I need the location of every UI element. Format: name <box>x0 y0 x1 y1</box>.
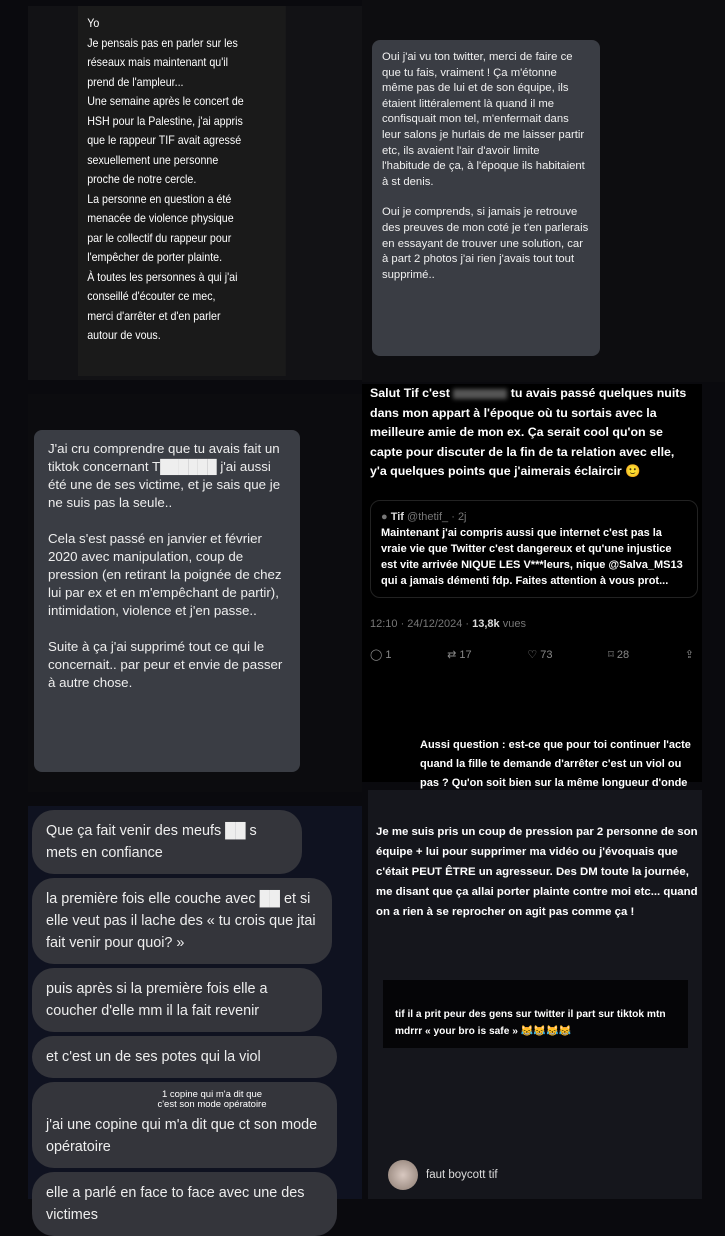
tweet-text-end: tu avais passé quelques nuits dans mon appart à l'époque où tu sortais avec la meilleure amie de mon ex. Ça serait cool qu'on se capte pour discuter de la fin de ta relation avec elle, y'a quelques points que j'aimerais éclaircir 🙂 <box>370 386 687 478</box>
quote-author: Tif <box>390 510 404 523</box>
message-bubble: Que ça fait venir des meufs ██ s mets en confiance <box>32 810 302 874</box>
dm-screenshot-tiktok <box>28 394 362 792</box>
like-count: 73 <box>540 648 553 661</box>
dm-screenshot-twitter <box>362 0 725 382</box>
quoted-tweet[interactable] <box>370 500 698 598</box>
quoted-post-card: tif il a prit peur des gens sur twitter il part sur tiktok mtn mdrrr « your bro is safe » 😹😹😹😹 <box>383 980 688 1048</box>
story-line: par le collectif du rappeur pour <box>87 231 232 245</box>
quote-text: Maintenant j'ai compris aussi que internet c'est pas la vraie vie que Twitter c'est dangereux et qu'une injustice est vite arrivée NIQUE LES V***leurs, nique @Salva_MS13 qui a jamais démenti fdp. Faites attention à vous prot... <box>381 526 683 587</box>
message-bubble-with-caption <box>32 1082 337 1168</box>
tweet-screenshot <box>362 384 702 789</box>
tiktok-screenshot <box>368 790 702 1199</box>
bookmark-button[interactable] <box>608 648 629 661</box>
tweet-time: 12:10 · 24/12/2024 · <box>370 617 473 630</box>
story-line: conseillé d'écouter ce mec, <box>87 290 216 303</box>
retweet-icon: ⇄ <box>447 648 457 661</box>
reply-count: 1 <box>385 648 392 661</box>
caption-line: 1 copine qui m'a dit que <box>161 1089 263 1100</box>
story-line: menacée de violence physique <box>87 212 234 225</box>
story-line: Yo <box>87 17 100 30</box>
views-label: vues <box>499 617 526 630</box>
message-paragraph: Suite à ça j'ai supprimé tout ce qui le concernait.. par peur et envie de passer à autre chose. <box>48 639 283 690</box>
story-text <box>78 6 286 376</box>
story-line: Une semaine après le concert de <box>87 95 244 108</box>
story-line: que le rappeur TIF avait agressé <box>87 134 242 147</box>
story-line: autour de vous. <box>87 329 161 342</box>
tweet-text <box>362 384 702 482</box>
story-line: HSH pour la Palestine, j'ai appris <box>87 114 243 128</box>
overlay-caption <box>132 1090 292 1110</box>
message-bubble <box>34 430 300 772</box>
story-line: À toutes les personnes à qui j'ai <box>87 270 238 284</box>
story-line: La personne en question a été <box>87 192 232 206</box>
story-screenshot <box>28 6 362 380</box>
bookmark-count: 28 <box>616 648 630 661</box>
story-line: sexuellement une personne <box>87 153 219 167</box>
tweet-text-start: Salut Tif c'est <box>370 386 454 400</box>
view-count: 13,8k <box>472 617 500 630</box>
story-line: Je pensais pas en parler sur les <box>87 36 238 50</box>
story-line: prend de l'ampleur... <box>87 75 184 89</box>
story-line: merci d'arrêter et d'en parler <box>87 309 221 323</box>
story-line: proche de notre cercle. <box>87 173 197 186</box>
story-line: réseaux mais maintenant qu'il <box>87 56 228 69</box>
reply-tweet-text: Aussi question : est-ce que pour toi continuer l'acte quand la fille te demande d'arrêter c'est un viol ou pas ? Qu'on soit bien sur la même longueur d'onde <box>420 739 691 789</box>
tweet-actions <box>370 648 694 661</box>
reply-button[interactable] <box>370 648 392 661</box>
share-icon[interactable]: ⇪ <box>684 648 694 661</box>
bookmark-icon: ⌑ <box>608 648 614 661</box>
message-bubble <box>372 40 600 356</box>
message-paragraph: Oui je comprends, si jamais je retrouve des preuves de mon coté je t'en parlerais en essayant de trouver une solution, car à part 2 photos j'ai rien j'avais tout tout supprimé.. <box>382 206 589 281</box>
comment <box>388 1160 498 1190</box>
comment-text: faut boycott tif <box>426 1169 498 1181</box>
quote-handle: @thetif_ · 2j <box>407 510 467 523</box>
message-paragraph: Oui j'ai vu ton twitter, merci de faire ce que tu fais, vraiment ! Ça m'étonne même pas de lui et de son équipe, ils étaient littéralement là quand il me confisquait mon tel, m'enfermait dans leur salons je hurlais de me laisser partir etc, ils avaient l'air d'avoir limite l'habitude de ça, à l'époque ils habitaient à st denis. <box>382 51 585 188</box>
message-text: j'ai une copine qui m'a dit que ct son mode opératoire <box>46 1117 318 1155</box>
retweet-count: 17 <box>459 648 472 661</box>
message-bubble: puis après si la première fois elle a coucher d'elle mm il la fait revenir <box>32 968 322 1032</box>
like-button[interactable] <box>527 648 552 661</box>
message-bubble: la première fois elle couche avec ██ et si elle veut pas il lache des « tu crois que jtai fait venir pour quoi? » <box>32 878 332 964</box>
reply-icon: ◯ <box>370 648 383 661</box>
retweet-button[interactable] <box>447 648 472 661</box>
message-paragraph: Cela s'est passé en janvier et février 2020 avec manipulation, coup de pression (en retirant la poignée de chez lui par ex et en m'empêchant de partir), intimidation, violence et j'en passe.. <box>48 531 282 618</box>
redacted-name <box>453 389 507 399</box>
chat-screenshot <box>28 806 362 1223</box>
heart-icon: ♡ <box>527 648 538 661</box>
message-paragraph: J'ai cru comprendre que tu avais fait un tiktok concernant T██████ j'ai aussi été une de ses victime, et je sais que je ne suis pas la seule.. <box>48 441 281 510</box>
avatar: ● <box>381 510 388 523</box>
post-text: Je me suis pris un coup de pression par 2 personne de son équipe + lui pour supprimer ma vidéo ou j'évoquais que c'était PEUT ÊTRE un agresseur. Des DM toute la journée, me disant que ça allai porter plainte contre moi etc... quand on a rien à se reprocher on agit pas comme ça ! <box>376 826 698 918</box>
message-bubble: elle a parlé en face to face avec une des victimes <box>32 1172 337 1236</box>
avatar <box>388 1160 418 1190</box>
caption-line: c'est son mode opératoire <box>157 1099 267 1110</box>
story-line: l'empêcher de porter plainte. <box>87 251 223 264</box>
tweet-meta <box>370 618 694 630</box>
message-bubble: et c'est un de ses potes qui la viol <box>32 1036 337 1078</box>
